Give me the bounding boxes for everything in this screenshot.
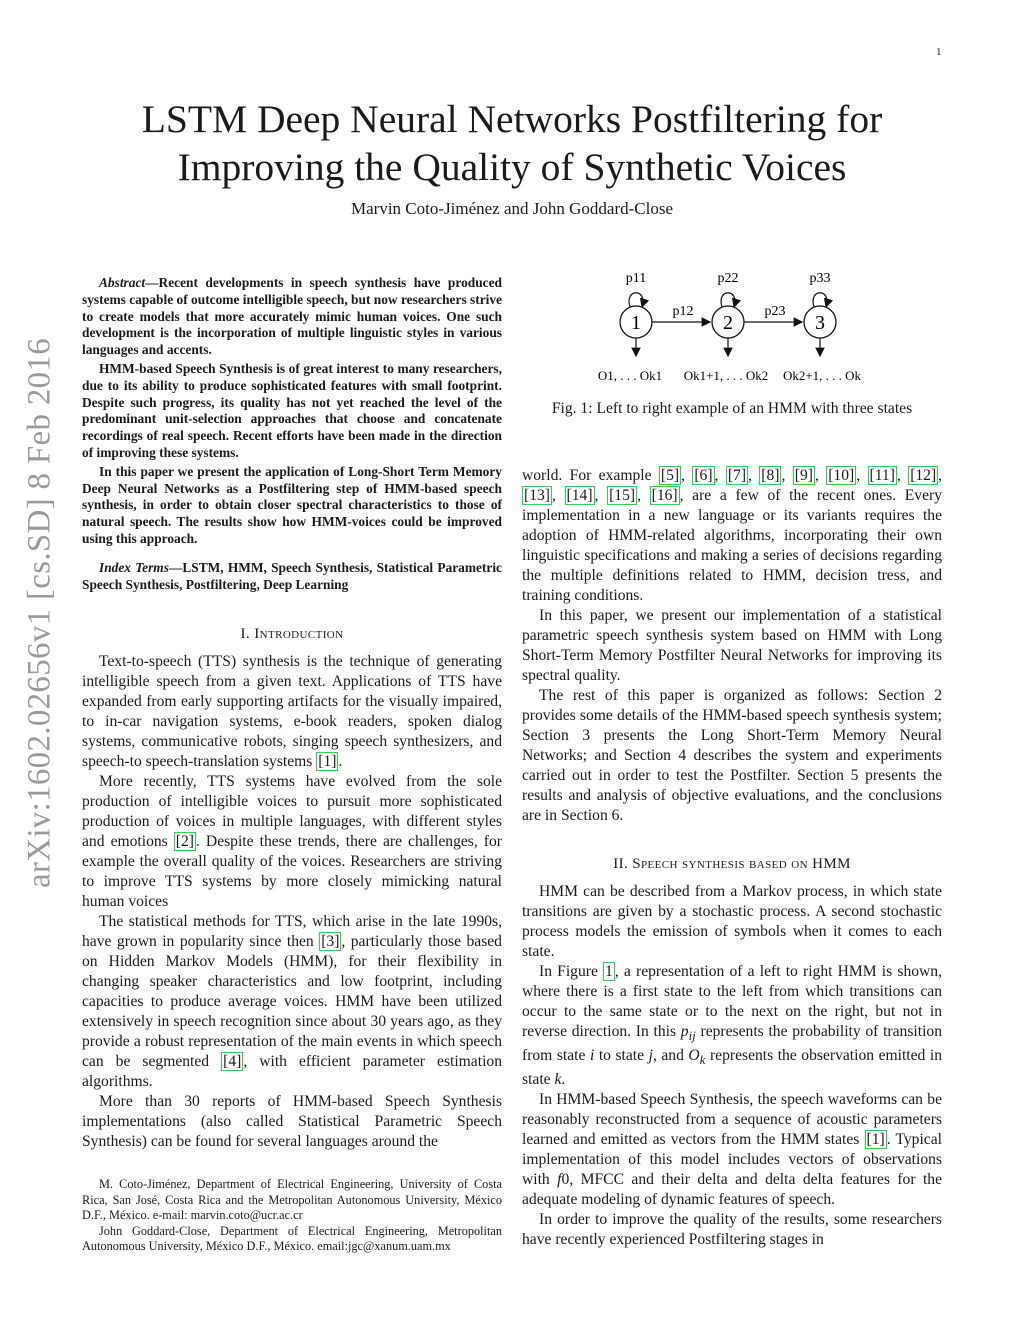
self-loop-3	[813, 293, 827, 307]
section2-paragraph-4: In order to improve the quality of the results, some researchers have recently experienced Postfiltering stages in	[522, 1211, 942, 1249]
abstract-label: Abstract	[99, 275, 146, 290]
intro-paragraph-4: More than 30 reports of HMM-based Speech Synthesis implementations (also called Statistical Parametric Speech Synthesis) can be found for several languages around the	[82, 1093, 502, 1151]
title-line-2: Improving the Quality of Synthetic Voices	[177, 145, 847, 189]
footnote-2: John Goddard-Close, Department of Electrical Engineering, Metropolitan Autonomous University, México D.F., México. email:jgc@xanum.uam.mx	[82, 1223, 502, 1254]
citation-link[interactable]: [5]	[660, 467, 680, 484]
citation-link[interactable]: [1]	[318, 753, 337, 771]
abstract-paragraph-1: Abstract—Recent developments in speech synthesis have produced systems capable of outcome intelligible speech, but now researchers strive to create models that more accurately mimic human voices. One such development is the incorporation of multiple linguistic styles in various languages and accents.	[82, 275, 502, 358]
citation-link[interactable]: [14]	[566, 487, 593, 504]
intro-paragraph-1: Text-to-speech (TTS) synthesis is the technique of generating intelligible speech from a given text. Applications of TTS have expanded from early supporting artifacts for the visually impaired, to in-car navigation systems, e-book readers, spoken dialog systems, communicative robots, singing speech synthesizers, and speech-to speech-translation systems [1] .	[82, 653, 502, 771]
right-column	[522, 466, 942, 1250]
citation-link[interactable]: [16]	[651, 487, 678, 504]
citation-link[interactable]: [9]	[794, 467, 813, 484]
intro-paragraph-5: In this paper, we present our implementation of a statistical parametric speech synthesis system based on HMM with Long Short-Term Memory Postfilter Neural Networks for improving its spectral quality.	[522, 607, 942, 684]
section2-paragraph-1: HMM can be described from a Markov process, in which state transitions are given by a stochastic process. A second stochastic process models the emission of symbols when it comes to each state.	[522, 883, 942, 960]
hmm-diagram	[590, 266, 880, 396]
self-loop-2	[721, 293, 735, 307]
label-p33: p33	[809, 271, 831, 286]
index-terms-label: Index Terms	[99, 559, 169, 575]
arxiv-stamp	[18, 325, 62, 900]
self-loop-1	[629, 293, 643, 307]
paper-title	[60, 95, 964, 191]
figure-caption: Fig. 1: Left to right example of an HMM with three states	[551, 400, 913, 417]
citation-link[interactable]: [15]	[609, 487, 636, 504]
arxiv-id: arXiv:1602.02656v1 [cs.SD] 8 Feb 2016	[21, 337, 58, 888]
section-heading-speech-synthesis: II. Speech synthesis based on HMM	[613, 856, 851, 872]
figure-link[interactable]: 1	[605, 963, 613, 980]
left-column	[82, 275, 502, 1152]
intro-paragraph-3: The statistical methods for TTS, which arise in the late 1990s, have grown in popularity since then [3] , particularly those based on Hidden Markov Models (HMM), for their flexibility in changing speaker characteristics and low footprint, including capacities to produce average voices. HMM have been utilized extensively in speech recognition since about 30 years ago, as they provide a robust representation of the main events in which speech can be segmented [4] , with efficient parameter estimation algorithms.	[82, 913, 502, 1091]
footnotes	[82, 1177, 502, 1255]
continuation-paragraph: world. For example [5] , [6] , [7] , [8] , [9] , [10] , [11] , [12] , [13] , [14] , [15] , [16] , are a few of the recent ones. Every implementation in a new language or its variants requires the adoption of HMM-related algorithms, incorporating their own linguistic specifications and making a series of decisions regarding the multiple definitions related to HMM, decision tress, and training conditions.	[522, 467, 943, 604]
label-p22: p22	[717, 271, 739, 286]
citation-link[interactable]: [12]	[910, 467, 937, 484]
label-p23: p23	[764, 304, 786, 319]
citation-link[interactable]: [2]	[175, 833, 194, 851]
page-number: 1	[936, 46, 942, 58]
state-1-label: 1	[631, 312, 641, 334]
section2-paragraph-2: In Figure 1 , a representation of a left to right HMM is shown, where there is a first state to the left from which transitions can occur to the same state or to the next on the right, but not in reverse direction. In this $p_{ij}$ represents the probability of transition from state i to state j, and $O_k$ represents the observation emitted in state k.	[522, 963, 943, 1089]
intro-paragraph-6: The rest of this paper is organized as follows: Section 2 provides some details of the HMM-based speech synthesis system; Section 3 presents the Long Short-Term Memory Neural Networks; and Section 4 describes the system and experiments carried out in order to test the Postfilter. Section 5 presents the results and analysis of objective evaluations, and the conclusions are in Section 6.	[522, 687, 942, 824]
footnote-1: M. Coto-Jiménez, Department of Electrical Engineering, University of Costa Rica, San José, Costa Rica and the Metropolitan Autonomous University, México D.F., México. e-mail: marvin.coto@ucr.ac.cr	[82, 1177, 502, 1223]
section-heading-introduction: I. Introduction	[240, 626, 344, 643]
label-p12: p12	[672, 304, 694, 319]
abstract-paragraph-3: In this paper we present the application of Long-Short Term Memory Deep Neural Networks as a Postfiltering step of HMM-based speech synthesis, in order to obtain closer spectral characteristics to those of natural speech. The results show how HMM-voices could be improved using this approach.	[82, 463, 502, 546]
state-3-label: 3	[815, 312, 825, 334]
label-p11: p11	[625, 271, 647, 286]
citation-link[interactable]: [1]	[866, 1131, 885, 1149]
hmm-figure	[590, 266, 880, 396]
citation-link[interactable]: [4]	[223, 1053, 242, 1071]
citation-link[interactable]: [6]	[694, 467, 713, 484]
citation-link[interactable]: [11]	[869, 467, 895, 484]
citation-link[interactable]: [13]	[524, 487, 550, 504]
observation-1: O1, . . . Ok1	[597, 368, 663, 383]
section2-paragraph-3: In HMM-based Speech Synthesis, the speech waveforms can be reasonably reconstructed from a sequence of acoustic parameters learned and emitted as vectors from the HMM states [1] . Typical implementation of this model includes vectors of observations with f0, MFCC and their delta and delta delta features for the adequate modeling of dynamic features of speech.	[522, 1091, 943, 1209]
title-line-1: LSTM Deep Neural Networks Postfiltering for	[141, 97, 883, 141]
state-2-label: 2	[723, 312, 733, 334]
citation-link[interactable]: [3]	[321, 933, 340, 951]
intro-paragraph-2: More recently, TTS systems have evolved from the sole production of intelligible voices to pursuit more sophisticated production of voices in multiple languages, with different styles and emotions [2] . Despite these trends, there are challenges, for example the overall quality of the voices. Researchers are striving to improve TTS systems by more closely mimicking natural human voices	[82, 773, 502, 911]
citation-link[interactable]: [7]	[727, 467, 747, 484]
abstract-paragraph-2: HMM-based Speech Synthesis is of great interest to many researchers, due to its ability to produce sophisticated features with small footprint. Despite such progress, its quality has not yet reached the level of the predominant unit-selection approaches that choose and concatenate recordings of real speech. Recent efforts have been made in the direction of improving these systems.	[82, 360, 502, 460]
citation-link[interactable]: [8]	[761, 467, 780, 484]
index-terms: Index Terms—LSTM, HMM, Speech Synthesis, Statistical Parametric Speech Synthesis, Postfiltering, Deep Learning	[82, 559, 502, 592]
observation-3: Ok2+1, . . . Ok	[782, 368, 862, 383]
citation-link[interactable]: [10]	[828, 467, 855, 484]
author-list: Marvin Coto-Jiménez and John Goddard-Close	[351, 199, 673, 218]
observation-2: Ok1+1, . . . Ok2	[683, 368, 769, 383]
